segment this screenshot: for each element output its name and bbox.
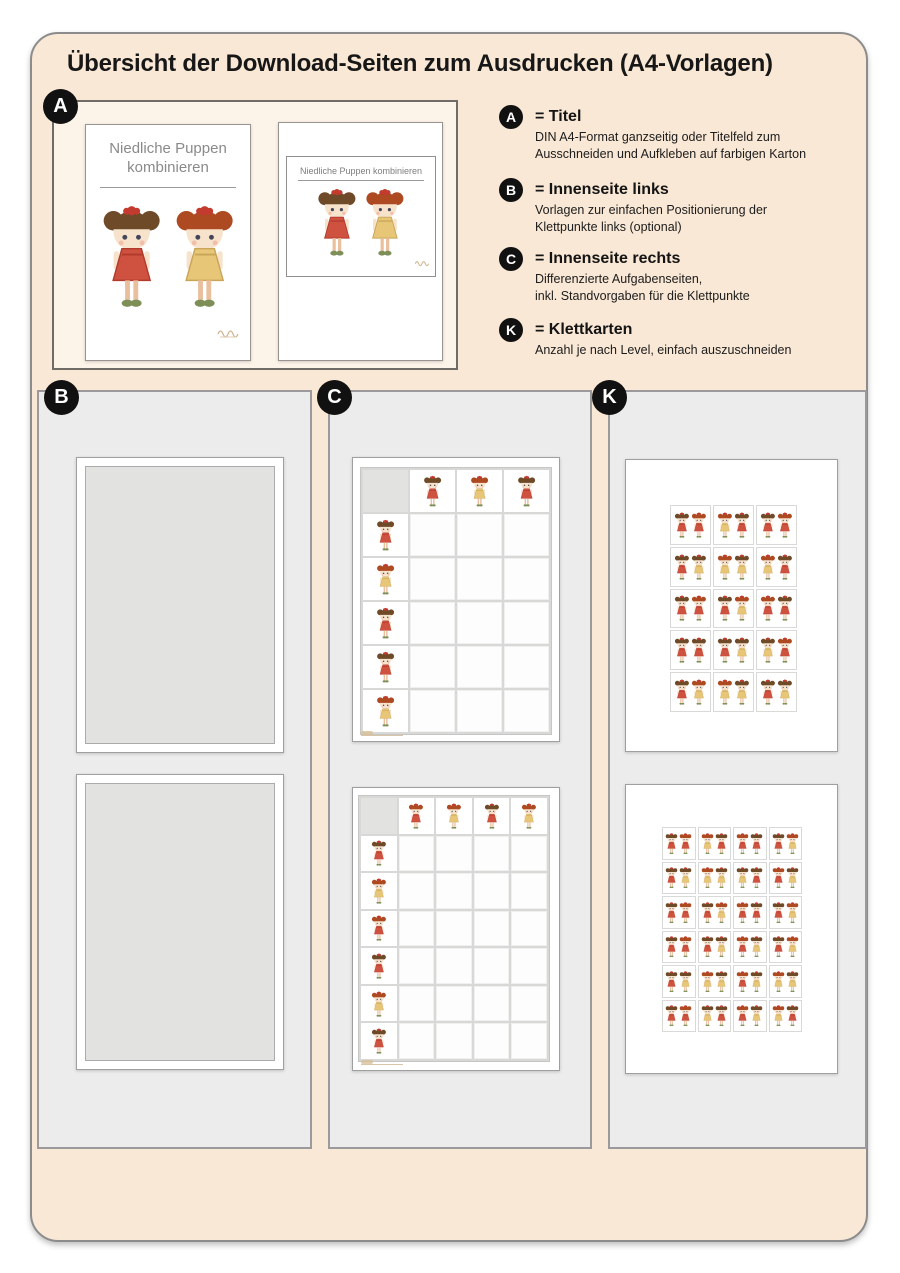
grid-cell-empty bbox=[399, 986, 435, 1022]
doll-illustration bbox=[717, 636, 733, 664]
klett-card bbox=[733, 931, 767, 964]
klett-card bbox=[756, 672, 797, 712]
title-page-thumbnail-large bbox=[85, 124, 251, 361]
doll-illustration bbox=[717, 511, 733, 539]
grid-cell-empty bbox=[399, 911, 435, 947]
legend-item-innenseite-links bbox=[499, 178, 829, 236]
doll-illustration bbox=[715, 866, 728, 889]
doll-pair-illustration bbox=[86, 200, 250, 312]
doll-illustration bbox=[679, 901, 692, 924]
grid-cell-row-doll bbox=[361, 911, 397, 947]
doll-illustration bbox=[736, 901, 749, 924]
doll-illustration bbox=[701, 935, 714, 958]
grid-cell-empty bbox=[399, 836, 435, 872]
title-page-thumbnail-small bbox=[278, 122, 443, 361]
doll-illustration bbox=[760, 511, 776, 539]
grid-cell-empty bbox=[410, 646, 455, 688]
doll-illustration bbox=[674, 553, 690, 581]
grid-cell-header-doll bbox=[399, 798, 435, 834]
klett-card bbox=[698, 862, 732, 895]
grid-cell-empty bbox=[436, 873, 472, 909]
page-innenseite-rechts-1 bbox=[352, 457, 560, 742]
doll-illustration bbox=[665, 832, 678, 855]
legend-item-innenseite-rechts bbox=[499, 247, 829, 305]
page-innenseite-rechts-2 bbox=[352, 787, 560, 1071]
klett-card bbox=[670, 505, 711, 545]
klett-card bbox=[698, 965, 732, 998]
klett-card bbox=[713, 505, 754, 545]
grid-cell-empty bbox=[457, 514, 502, 556]
grid-cell-row-doll bbox=[361, 1023, 397, 1059]
column-k bbox=[608, 390, 867, 1149]
section-a-panel bbox=[52, 100, 458, 370]
klett-card bbox=[733, 827, 767, 860]
klett-card bbox=[662, 965, 696, 998]
doll-illustration bbox=[750, 901, 763, 924]
klett-card bbox=[769, 965, 803, 998]
doll-illustration bbox=[679, 935, 692, 958]
doll-illustration bbox=[736, 970, 749, 993]
grid-cell-empty bbox=[436, 948, 472, 984]
grid-cell-empty bbox=[511, 948, 547, 984]
doll-illustration bbox=[674, 511, 690, 539]
doll-illustration bbox=[760, 594, 776, 622]
legend-badge-c: C bbox=[499, 247, 523, 271]
doll-illustration bbox=[665, 970, 678, 993]
grid-cell-empty bbox=[511, 1023, 547, 1059]
legend-desc-line: Differenzierte Aufgabenseiten, bbox=[535, 272, 703, 286]
doll-illustration bbox=[665, 1004, 678, 1027]
doll-illustration bbox=[316, 185, 358, 259]
grid-cell-empty bbox=[474, 986, 510, 1022]
doll-illustration bbox=[376, 650, 395, 684]
doll-illustration bbox=[736, 935, 749, 958]
doll-illustration bbox=[760, 553, 776, 581]
doll-illustration bbox=[772, 866, 785, 889]
doll-illustration bbox=[715, 1004, 728, 1027]
blank-positioning-area bbox=[85, 466, 275, 744]
grid-cell-empty bbox=[436, 1023, 472, 1059]
doll-illustration bbox=[691, 594, 707, 622]
doll-illustration bbox=[786, 901, 799, 924]
klett-card bbox=[756, 547, 797, 587]
doll-illustration bbox=[674, 678, 690, 706]
doll-illustration bbox=[734, 553, 750, 581]
infographic-canvas bbox=[30, 32, 868, 1242]
doll-illustration bbox=[786, 970, 799, 993]
doll-illustration bbox=[173, 200, 236, 312]
page-innenseite-links-2 bbox=[76, 774, 284, 1070]
thumb-title-line1: Niedliche Puppen bbox=[109, 140, 227, 157]
doll-illustration bbox=[786, 1004, 799, 1027]
doll-illustration bbox=[376, 518, 395, 552]
legend-desc-line: Anzahl je nach Level, einfach auszuschneiden bbox=[535, 343, 792, 357]
grid-cell-empty bbox=[504, 646, 549, 688]
doll-illustration bbox=[679, 1004, 692, 1027]
doll-illustration bbox=[715, 935, 728, 958]
grid-cell-empty bbox=[410, 514, 455, 556]
doll-illustration bbox=[376, 694, 395, 728]
doll-illustration bbox=[777, 511, 793, 539]
doll-illustration bbox=[772, 832, 785, 855]
doll-illustration bbox=[772, 1004, 785, 1027]
doll-illustration bbox=[371, 839, 387, 867]
doll-illustration bbox=[701, 866, 714, 889]
klett-card bbox=[769, 862, 803, 895]
klett-card bbox=[769, 896, 803, 929]
doll-illustration bbox=[715, 832, 728, 855]
doll-illustration bbox=[777, 553, 793, 581]
grid-cell-header-doll bbox=[504, 470, 549, 512]
grid-cell-row-doll bbox=[361, 873, 397, 909]
task-matrix-grid bbox=[358, 795, 550, 1062]
page-klettkarten-1 bbox=[625, 459, 838, 752]
klett-card bbox=[670, 589, 711, 629]
grid-cell-empty bbox=[410, 602, 455, 644]
doll-illustration bbox=[772, 935, 785, 958]
column-c bbox=[328, 390, 592, 1149]
thumb-title-line2: kombinieren bbox=[127, 159, 209, 176]
klett-card bbox=[769, 931, 803, 964]
doll-illustration bbox=[786, 935, 799, 958]
divider-rule bbox=[298, 180, 424, 181]
legend-title: = Innenseite links bbox=[535, 181, 669, 198]
doll-illustration bbox=[364, 185, 406, 259]
grid-cell-empty bbox=[436, 911, 472, 947]
grid-cell-header-doll bbox=[474, 798, 510, 834]
doll-illustration bbox=[715, 970, 728, 993]
doll-illustration bbox=[734, 636, 750, 664]
klett-card bbox=[733, 862, 767, 895]
doll-illustration bbox=[691, 636, 707, 664]
klett-card bbox=[713, 589, 754, 629]
doll-illustration bbox=[750, 866, 763, 889]
page-klettkarten-2 bbox=[625, 784, 838, 1074]
doll-illustration bbox=[371, 1027, 387, 1055]
doll-illustration bbox=[371, 990, 387, 1018]
grid-cell-empty bbox=[399, 873, 435, 909]
doll-illustration bbox=[517, 474, 536, 508]
legend-title: = Titel bbox=[535, 108, 582, 125]
legend-desc-line: inkl. Standvorgaben für die Klettpunkte bbox=[535, 289, 750, 303]
legend-desc-line: DIN A4-Format ganzseitig oder Titelfeld zum bbox=[535, 130, 781, 144]
grid-cell-empty bbox=[474, 836, 510, 872]
grid-cell-row-doll bbox=[361, 836, 397, 872]
grid-cell-empty bbox=[504, 602, 549, 644]
doll-illustration bbox=[470, 474, 489, 508]
klett-card bbox=[698, 827, 732, 860]
grid-cell-empty bbox=[399, 1023, 435, 1059]
legend-desc-line: Vorlagen zur einfachen Positionierung der bbox=[535, 203, 768, 217]
legend-desc-line: Ausschneiden und Aufkleben auf farbigen Karton bbox=[535, 147, 807, 161]
doll-illustration bbox=[371, 877, 387, 905]
klett-card bbox=[670, 672, 711, 712]
klett-card bbox=[733, 1000, 767, 1033]
doll-illustration bbox=[665, 866, 678, 889]
grid-cell-empty bbox=[457, 690, 502, 732]
doll-illustration bbox=[701, 901, 714, 924]
legend-badge-k: K bbox=[499, 318, 523, 342]
doll-illustration bbox=[665, 935, 678, 958]
column-b-badge: B bbox=[44, 380, 79, 415]
legend-badge-b: B bbox=[499, 178, 523, 202]
klett-card bbox=[769, 827, 803, 860]
doll-illustration bbox=[717, 678, 733, 706]
klett-card bbox=[662, 827, 696, 860]
doll-illustration bbox=[777, 636, 793, 664]
doll-illustration bbox=[691, 511, 707, 539]
doll-illustration bbox=[777, 594, 793, 622]
grid-cell-empty bbox=[436, 836, 472, 872]
thumb-title bbox=[86, 139, 250, 177]
grid-cell-empty bbox=[504, 558, 549, 600]
grid-cell-empty bbox=[410, 690, 455, 732]
grid-cell-row-doll bbox=[363, 514, 408, 556]
grid-cell-row-doll bbox=[361, 948, 397, 984]
klett-card bbox=[713, 672, 754, 712]
klett-card bbox=[756, 505, 797, 545]
grid-cell-row-doll bbox=[361, 986, 397, 1022]
doll-pair-illustration bbox=[287, 185, 435, 259]
legend-badge-a: A bbox=[499, 105, 523, 129]
doll-illustration bbox=[750, 1004, 763, 1027]
doll-illustration bbox=[665, 901, 678, 924]
column-b bbox=[37, 390, 312, 1149]
klett-card bbox=[756, 630, 797, 670]
doll-illustration bbox=[734, 511, 750, 539]
klett-card bbox=[662, 862, 696, 895]
grid-cell-empty bbox=[457, 558, 502, 600]
legend-title: = Innenseite rechts bbox=[535, 250, 681, 267]
legend-desc-line: Klettpunkte links (optional) bbox=[535, 220, 682, 234]
doll-illustration bbox=[484, 802, 500, 830]
doll-illustration bbox=[679, 832, 692, 855]
klett-card bbox=[733, 965, 767, 998]
page-innenseite-links-1 bbox=[76, 457, 284, 753]
doll-illustration bbox=[521, 802, 537, 830]
doll-illustration bbox=[691, 553, 707, 581]
doll-illustration bbox=[674, 594, 690, 622]
grid-cell-empty bbox=[511, 873, 547, 909]
doll-illustration bbox=[691, 678, 707, 706]
grid-cell-empty bbox=[474, 948, 510, 984]
doll-illustration bbox=[715, 901, 728, 924]
grid-cell-header-doll bbox=[410, 470, 455, 512]
doll-illustration bbox=[786, 832, 799, 855]
grid-cell-empty bbox=[436, 986, 472, 1022]
legend-item-klettkarten bbox=[499, 318, 829, 359]
column-k-badge: K bbox=[592, 380, 627, 415]
doll-illustration bbox=[423, 474, 442, 508]
grid-cell-empty bbox=[504, 514, 549, 556]
grid-cell-row-doll bbox=[363, 690, 408, 732]
klett-card bbox=[713, 630, 754, 670]
doll-illustration bbox=[786, 866, 799, 889]
grid-cell-empty bbox=[474, 873, 510, 909]
doll-illustration bbox=[376, 606, 395, 640]
doll-illustration bbox=[446, 802, 462, 830]
grid-cell-empty bbox=[474, 1023, 510, 1059]
grid-cell-row-doll bbox=[363, 646, 408, 688]
page-title: Übersicht der Download-Seiten zum Ausdrucken (A4-Vorlagen) bbox=[67, 50, 773, 77]
klett-card bbox=[670, 630, 711, 670]
doll-illustration bbox=[679, 866, 692, 889]
grid-cell-empty bbox=[504, 690, 549, 732]
legend-title: = Klettkarten bbox=[535, 321, 633, 338]
doll-illustration bbox=[736, 1004, 749, 1027]
doll-illustration bbox=[760, 678, 776, 706]
klett-card bbox=[662, 1000, 696, 1033]
divider-rule bbox=[100, 187, 236, 188]
grid-cell-corner bbox=[363, 470, 408, 512]
task-matrix-grid bbox=[360, 467, 552, 735]
doll-illustration bbox=[701, 970, 714, 993]
legend-item-titel bbox=[499, 105, 829, 163]
watermark-logo bbox=[216, 326, 240, 344]
doll-illustration bbox=[371, 914, 387, 942]
doll-illustration bbox=[701, 1004, 714, 1027]
doll-illustration bbox=[772, 901, 785, 924]
grid-cell-empty bbox=[457, 602, 502, 644]
watermark-logo bbox=[414, 254, 430, 272]
klett-card bbox=[756, 589, 797, 629]
title-card bbox=[286, 156, 436, 277]
klett-card bbox=[713, 547, 754, 587]
doll-illustration bbox=[100, 200, 163, 312]
klett-card bbox=[769, 1000, 803, 1033]
doll-illustration bbox=[674, 636, 690, 664]
grid-cell-empty bbox=[511, 911, 547, 947]
klett-card bbox=[698, 896, 732, 929]
grid-cell-empty bbox=[457, 646, 502, 688]
section-a-badge: A bbox=[43, 89, 78, 124]
klett-card-sheet bbox=[662, 827, 802, 1032]
klett-card bbox=[662, 931, 696, 964]
doll-illustration bbox=[750, 970, 763, 993]
doll-illustration bbox=[679, 970, 692, 993]
watermark-logo bbox=[361, 1060, 403, 1065]
doll-illustration bbox=[772, 970, 785, 993]
doll-illustration bbox=[717, 553, 733, 581]
doll-illustration bbox=[750, 832, 763, 855]
grid-cell-empty bbox=[399, 948, 435, 984]
grid-cell-empty bbox=[511, 836, 547, 872]
klett-card bbox=[670, 547, 711, 587]
grid-cell-empty bbox=[410, 558, 455, 600]
doll-illustration bbox=[701, 832, 714, 855]
grid-cell-row-doll bbox=[363, 558, 408, 600]
grid-cell-header-doll bbox=[511, 798, 547, 834]
doll-illustration bbox=[376, 562, 395, 596]
thumb-title-small: Niedliche Puppen kombinieren bbox=[299, 166, 423, 176]
grid-cell-row-doll bbox=[363, 602, 408, 644]
klett-card bbox=[698, 931, 732, 964]
column-c-badge: C bbox=[317, 380, 352, 415]
watermark-logo bbox=[361, 731, 403, 736]
doll-illustration bbox=[717, 594, 733, 622]
doll-illustration bbox=[734, 594, 750, 622]
klett-card bbox=[733, 896, 767, 929]
grid-cell-empty bbox=[474, 911, 510, 947]
doll-illustration bbox=[371, 952, 387, 980]
doll-illustration bbox=[736, 866, 749, 889]
klett-card-sheet bbox=[670, 505, 797, 712]
blank-positioning-area bbox=[85, 783, 275, 1061]
grid-cell-corner bbox=[361, 798, 397, 834]
grid-cell-header-doll bbox=[457, 470, 502, 512]
klett-card bbox=[698, 1000, 732, 1033]
doll-illustration bbox=[408, 802, 424, 830]
grid-cell-empty bbox=[511, 986, 547, 1022]
doll-illustration bbox=[777, 678, 793, 706]
grid-cell-header-doll bbox=[436, 798, 472, 834]
doll-illustration bbox=[750, 935, 763, 958]
klett-card bbox=[662, 896, 696, 929]
doll-illustration bbox=[736, 832, 749, 855]
doll-illustration bbox=[734, 678, 750, 706]
doll-illustration bbox=[760, 636, 776, 664]
